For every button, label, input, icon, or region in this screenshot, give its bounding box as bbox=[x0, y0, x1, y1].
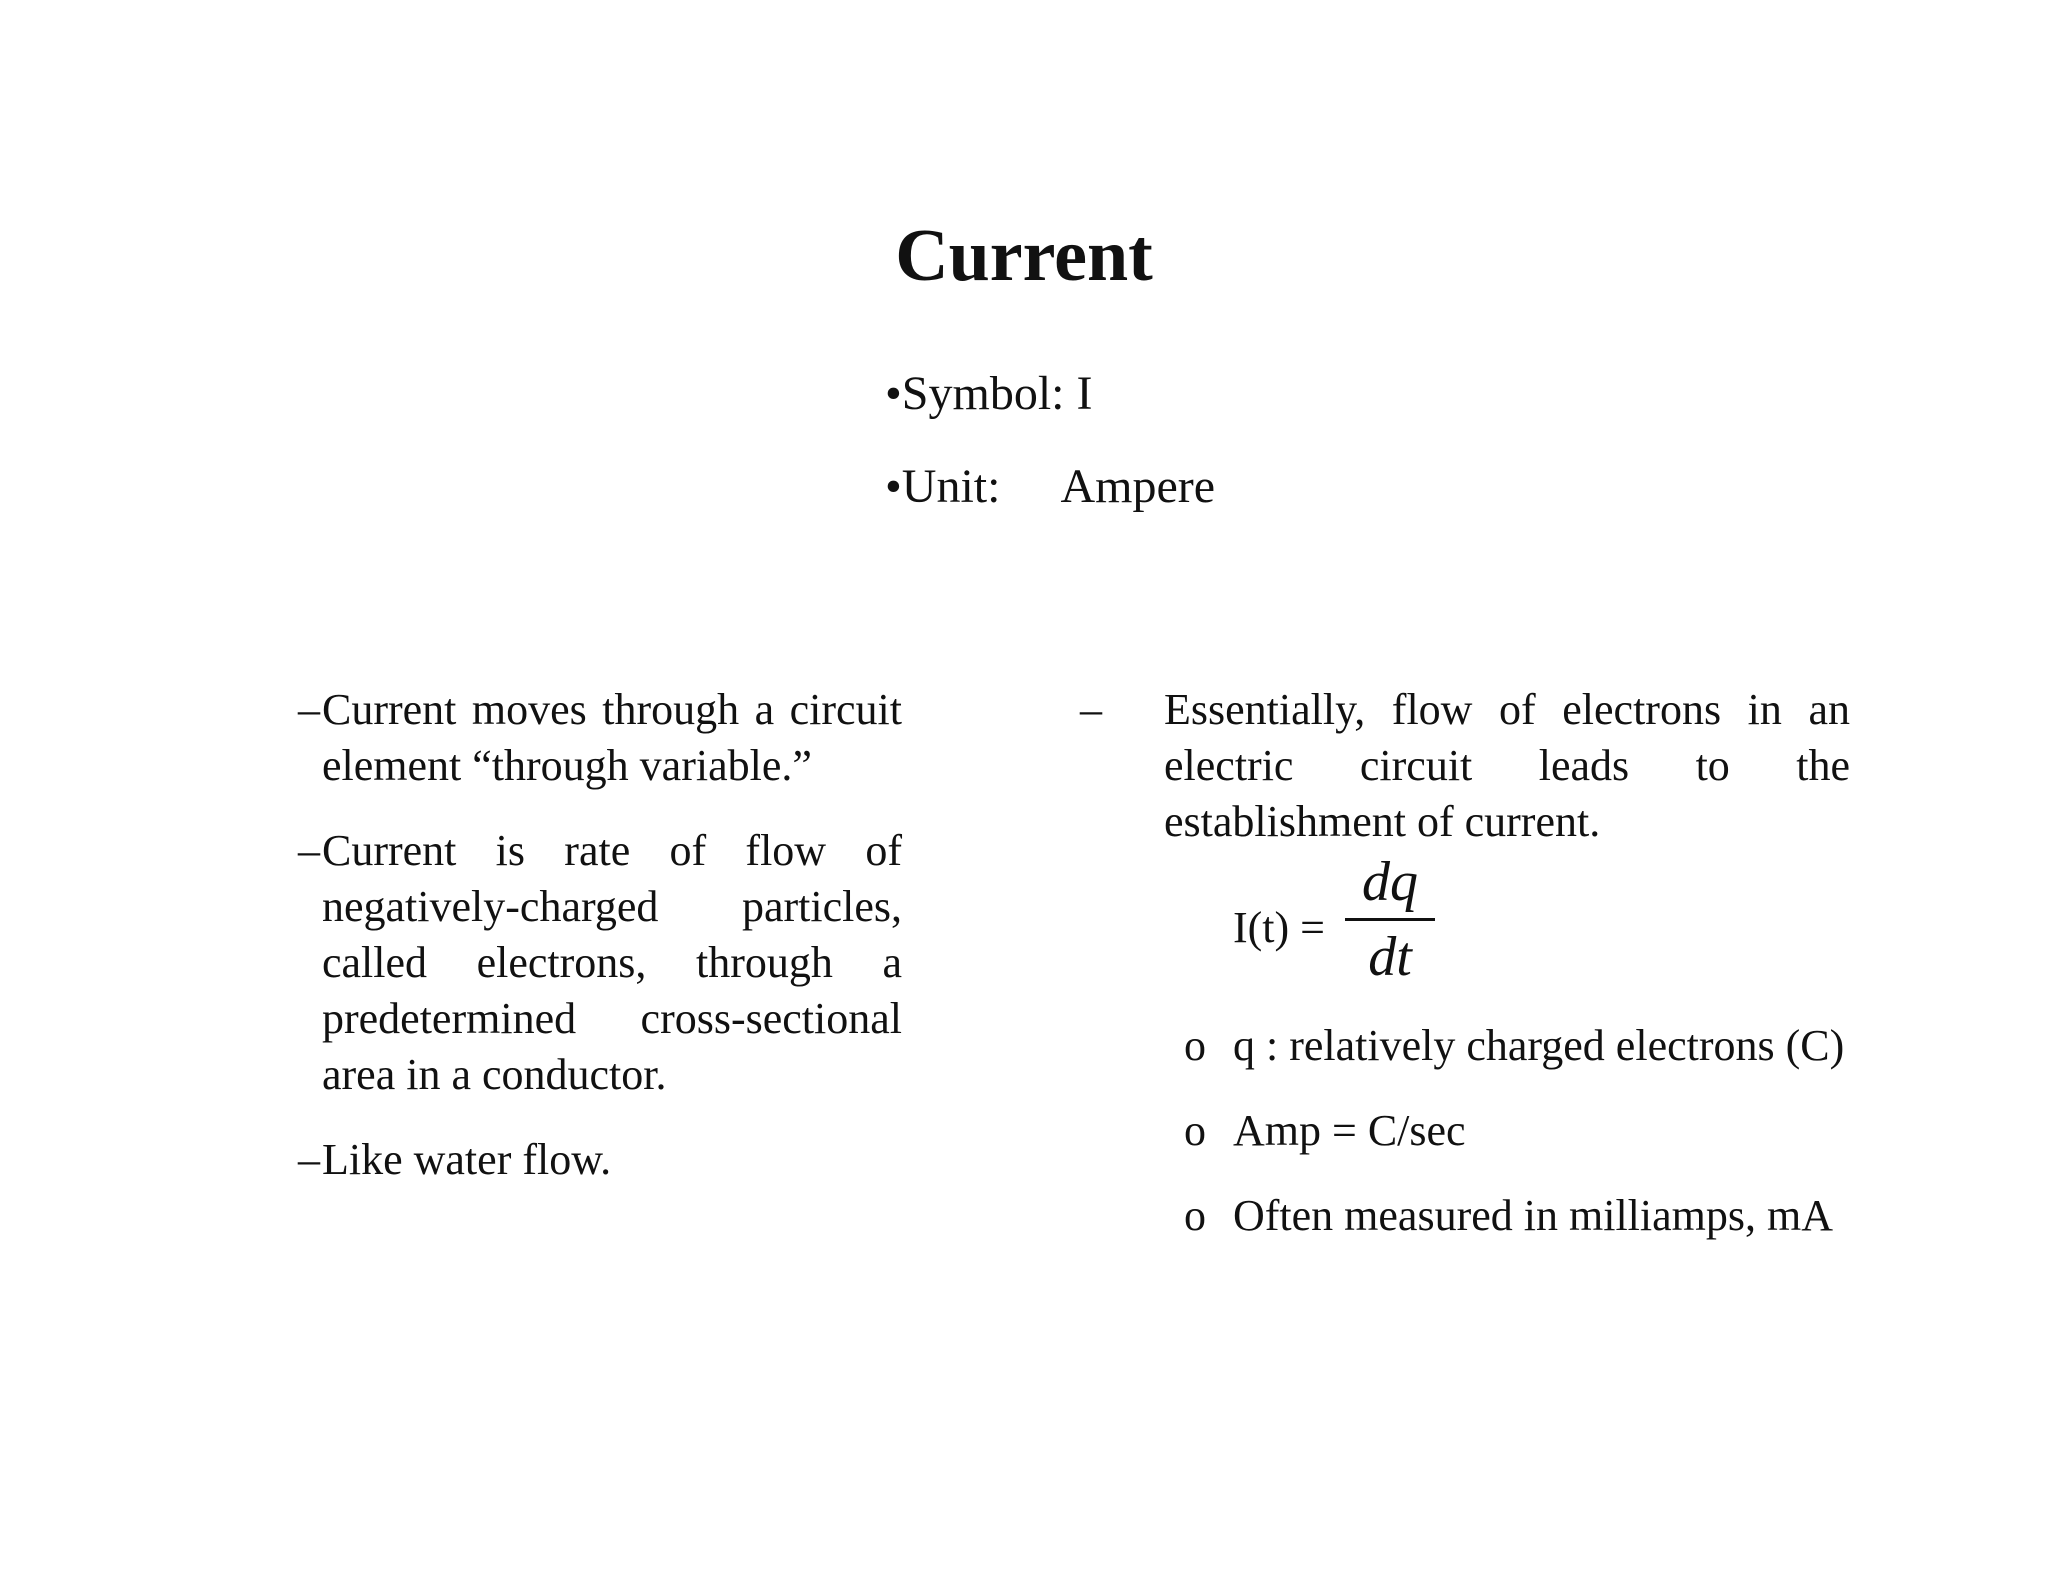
current-formula bbox=[1233, 850, 1850, 1000]
circle-bullet-marker: o bbox=[1184, 1106, 1206, 1155]
sub-bullet-item bbox=[1080, 1103, 1850, 1159]
left-bullet-text: Current moves through a circuit element “through variable.” bbox=[322, 685, 902, 790]
unit-bullet bbox=[885, 458, 1215, 516]
left-bullet-item bbox=[298, 1132, 902, 1188]
right-bullet-text: Essentially, flow of electrons in an electric circuit leads to the establishment of current. bbox=[1164, 685, 1850, 846]
dash-marker: – bbox=[298, 685, 320, 734]
property-list bbox=[885, 365, 1215, 551]
sub-bullet-text: q : relatively charged electrons (C) bbox=[1233, 1021, 1845, 1070]
left-bullet-text: Like water flow. bbox=[322, 1135, 612, 1184]
sub-bullet-text: Amp = C/sec bbox=[1233, 1106, 1466, 1155]
fraction-bar bbox=[1345, 918, 1435, 921]
left-bullet-text: Current is rate of flow of negatively-charged particles, called electrons, through a predetermined cross-sectional area in a conductor. bbox=[322, 826, 902, 1099]
right-bullet-item bbox=[1080, 682, 1850, 850]
dash-marker: – bbox=[298, 826, 320, 875]
derivative-fraction bbox=[1345, 850, 1435, 989]
sub-bullet-list bbox=[1080, 1018, 1850, 1244]
circle-bullet-marker: o bbox=[1184, 1191, 1206, 1240]
circle-bullet-marker: o bbox=[1184, 1021, 1206, 1070]
fraction-numerator: dq bbox=[1362, 851, 1418, 913]
sub-bullet-item bbox=[1080, 1188, 1850, 1244]
left-bullet-item bbox=[298, 682, 902, 794]
left-column bbox=[298, 682, 902, 1217]
sub-bullet-text: Often measured in milliamps, mA bbox=[1233, 1191, 1833, 1240]
symbol-bullet: •Symbol: I bbox=[885, 367, 1093, 420]
dash-marker: – bbox=[298, 1135, 320, 1184]
fraction-denominator: dt bbox=[1368, 926, 1412, 988]
unit-value: Ampere bbox=[1060, 460, 1216, 513]
sub-bullet-item bbox=[1080, 1018, 1850, 1074]
left-bullet-item bbox=[298, 823, 902, 1103]
formula-lhs: I(t) = bbox=[1233, 903, 1325, 952]
unit-label: •Unit: bbox=[885, 460, 1001, 513]
slide-title: Current bbox=[895, 215, 1153, 297]
right-column bbox=[1080, 682, 1850, 1273]
dash-marker: – bbox=[1080, 685, 1102, 734]
